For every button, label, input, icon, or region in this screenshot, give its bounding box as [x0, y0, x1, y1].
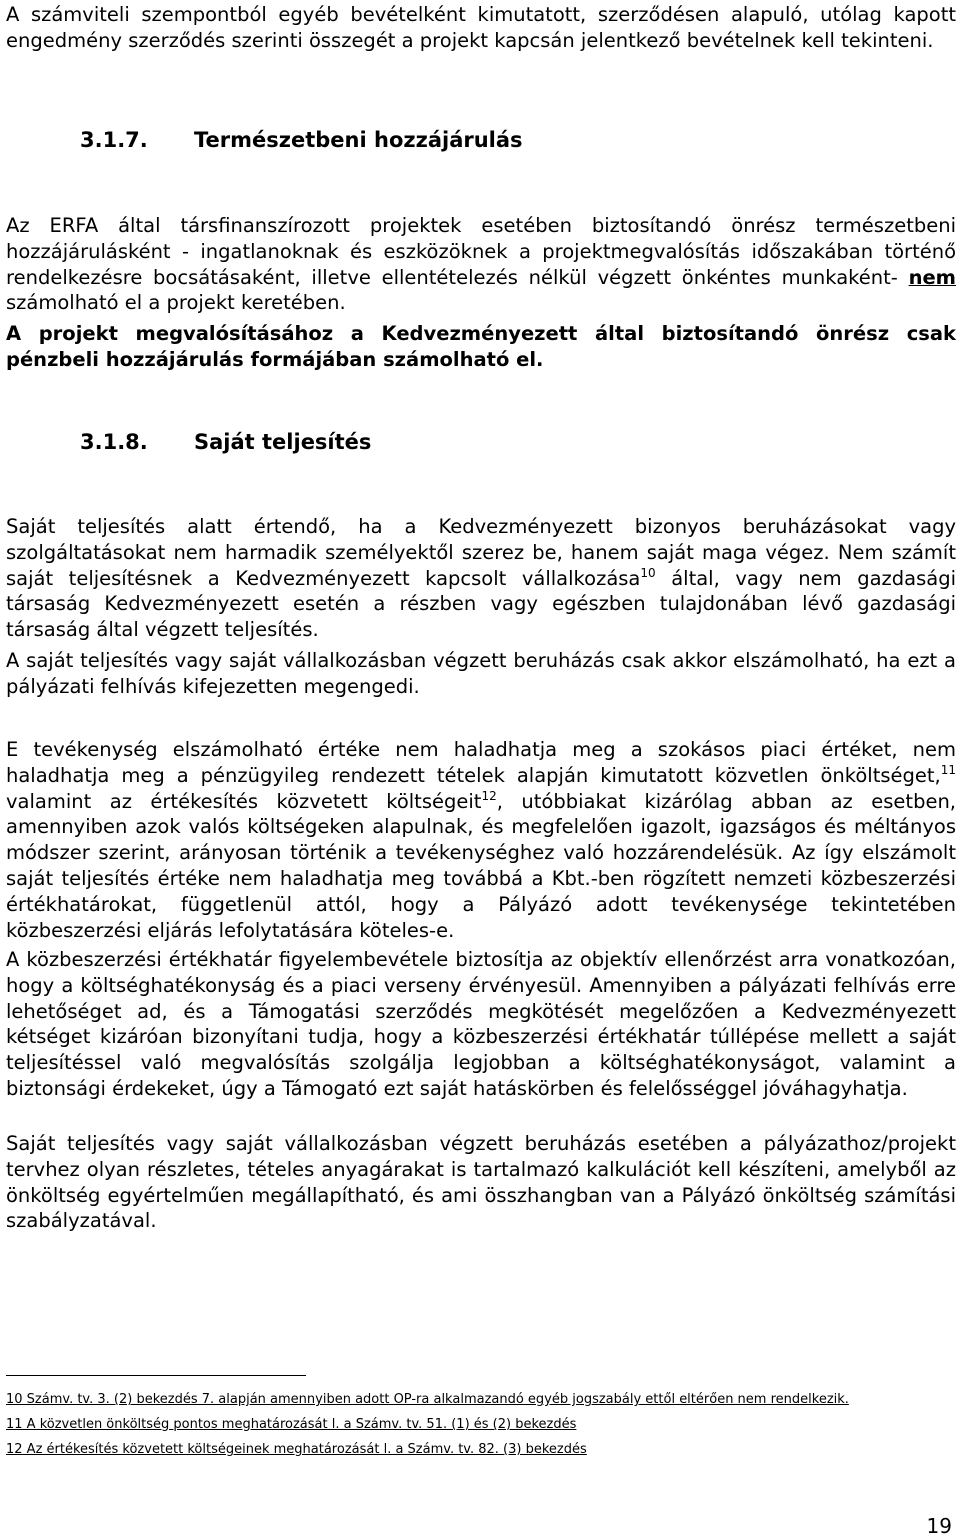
section-heading-3-1-8 — [80, 430, 371, 454]
section-number: 3.1.8. — [80, 430, 148, 454]
footnote-11[interactable]: 11 A közvetlen önköltség pontos meghatározását l. a Számv. tv. 51. (1) és (2) bekezdés — [6, 1417, 577, 1432]
sajat-paragraph — [6, 514, 956, 643]
footnote-10[interactable]: 10 Számv. tv. 3. (2) bekezdés 7. alapján amennyiben adott OP-ra alkalmazandó egyéb jogszabály ettől eltérően nem rendelkezik. — [6, 1392, 849, 1407]
footnote-ref-12[interactable]: 12 — [481, 788, 497, 803]
erfa-text-b: számolható el a projekt keretében. — [6, 291, 346, 315]
intro-paragraph: A számviteli szempontból egyéb bevételként kimutatott, szerződésen alapuló, utólag kapott engedmény szerződés szerinti összegét a projekt kapcsán jelentkező bevételnek kell tekinteni. — [6, 3, 956, 52]
footnote-ref-10[interactable]: 10 — [640, 565, 656, 580]
sajat-paragraph-2: A saját teljesítés vagy saját vállalkozásban végzett beruházás csak akkor elszámolható, ha ezt a pályázati felhívás kifejezetten megengedi. — [6, 649, 956, 698]
section-heading-3-1-7 — [80, 128, 523, 152]
erfa-bold-paragraph: A projekt megvalósításához a Kedvezményezett által biztosítandó önrész csak pénzbeli hozzájárulás formájában számolható el. — [6, 322, 956, 371]
erfa-nem-emphasis: nem — [908, 265, 956, 289]
erfa-text-a: Az ERFA által társfinanszírozott projektek esetében biztosítandó önrész természetbeni hozzájárulásként - ingatlanoknak és eszközöknek a projektmegvalósítás időszakában történő rendelkezésre bocsátásaként, illetve ellentételezés nélkül végzett önkéntes munkaként- — [6, 214, 956, 289]
tev-text-c: , utóbbiakat kizárólag abban az esetben, amennyiben azok valós költségeken alapulnak, és megfelelően igazolt, igazságos és méltányos módszer szerint, arányosan történik a tevékenységhez való hozzárendelésük. Az így elszámolt saját teljesítés értéke nem haladhatja meg továbbá a Kbt.-ben rögzített nemzeti közbeszerzési értékhatárokat, függetlenül attól, hogy a Pályázó adott tevékenysége tekintetében közbeszerzési eljárás lefolytatására köteles-e. — [6, 789, 957, 942]
section-title: Természetbeni hozzájárulás — [194, 128, 523, 152]
footnote-separator — [6, 1375, 306, 1376]
footnote-ref-11[interactable]: 11 — [940, 762, 956, 777]
sajat-text-a: Saját teljesítés alatt értendő, ha a Kedvezményezett bizonyos beruházásokat vagy szolgáltatásokat nem harmadik személyektől szerez be, hanem saját maga végez. Nem számít saját teljesítésnek a Kedvezményezett kapcsolt vállalkozása — [6, 515, 956, 590]
sajat-text-b: által, vagy nem gazdasági társaság Kedvezményezett esetén a részben vagy egészben tulajdonában lévő gazdasági társaság által végzett teljesítés. — [6, 566, 956, 642]
page-number: 19 — [926, 1514, 952, 1538]
erfa-paragraph — [6, 213, 956, 316]
section-number: 3.1.7. — [80, 128, 148, 152]
kalkulacio-paragraph: Saját teljesítés vagy saját vállalkozásban végzett beruházás esetében a pályázathoz/projekt tervhez olyan részletes, tételes anyagárakat is tartalmazó kalkulációt kell készíteni, amelyből az önköltség egyértelműen megállapítható, és ami összhangban van a Pályázó önköltség számítási szabályzatával. — [6, 1132, 956, 1233]
kozbeszerzes-paragraph: A közbeszerzési értékhatár figyelembevétele biztosítja az objektív ellenőrzést arra vonatkozóan, hogy a költséghatékonyság és a piaci verseny érvényesül. Amennyiben a pályázati felhívás erre lehetőséget ad, és a Támogatási szerződés megkötését megelőzően a Kedvezményezett kétséget kizáróan bizonyítani tudja, hogy a közbeszerzési értékhatár túllépése mellett a saját teljesítéssel való megvalósítás szolgálja legjobban a költséghatékonyságot, valamint a biztonsági érdekeket, úgy a Támogató ezt saját hatáskörben és felelősséggel jóváhagyhatja. — [6, 948, 956, 1100]
tev-text-b: valamint az értékesítés közvetett költségeit — [6, 789, 482, 813]
tev-text-a: E tevékenység elszámolható értéke nem haladhatja meg a szokásos piaci értéket, nem haladhatja meg a pénzügyileg rendezett tételek alapján kimutatott közvetlen önköltséget, — [6, 738, 956, 787]
section-title: Saját teljesítés — [194, 430, 372, 454]
footnote-12[interactable]: 12 Az értékesítés közvetett költségeinek meghatározását l. a Számv. tv. 82. (3) bekezdés — [6, 1442, 587, 1457]
tevekenyseg-paragraph — [6, 737, 956, 943]
